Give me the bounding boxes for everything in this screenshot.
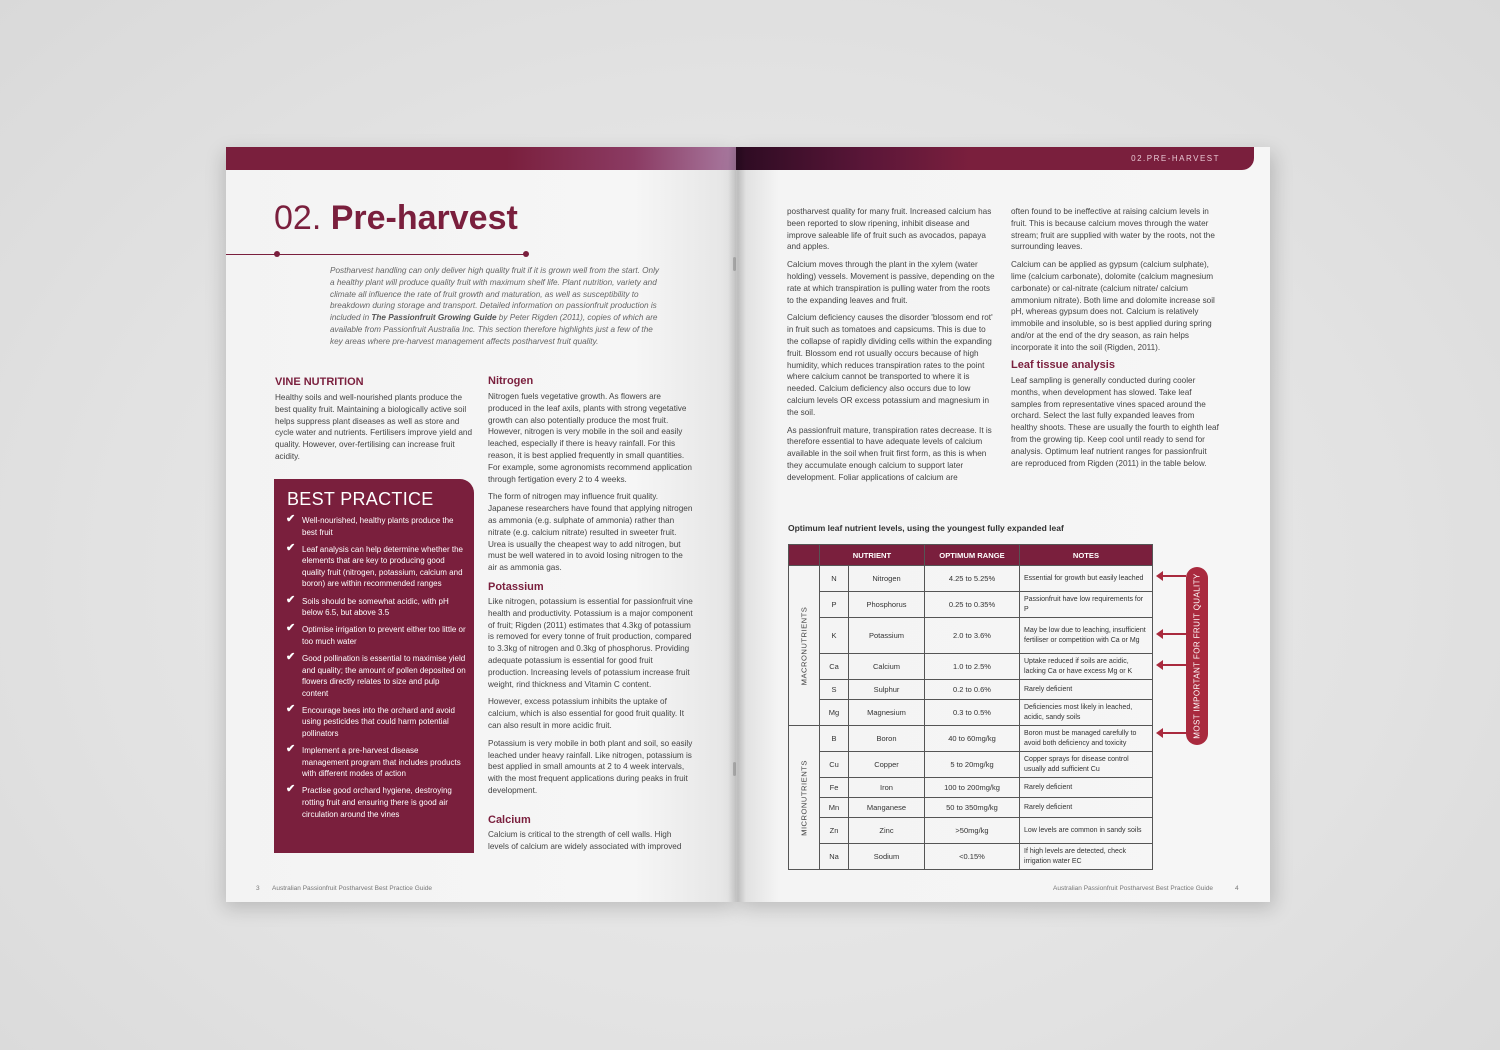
header-blank: [789, 545, 820, 566]
cell-range: 40 to 60mg/kg: [925, 726, 1020, 752]
paragraph: Potassium is very mobile in both plant and soil, so easily leached under heavy rainfall. Like nitrogen, potassium is best applied in small amounts at 2 to 4 week intervals, with the most frequent applications during peaks in fruit development.: [488, 738, 693, 795]
cell-name: Sulphur: [849, 680, 925, 700]
group-label-text: MICRONUTRIENTS: [799, 759, 809, 836]
left-page: [226, 147, 736, 902]
list-item-text: Implement a pre-harvest disease management program that includes products with different modes of action: [302, 746, 461, 779]
list-item: [286, 541, 466, 590]
cell-range: 1.0 to 2.5%: [925, 654, 1020, 680]
table-row: [789, 700, 1153, 726]
table-row: [789, 618, 1153, 654]
list-item: [286, 515, 466, 538]
best-practice-list: [286, 515, 466, 826]
callout-pill: [1186, 567, 1208, 745]
callout-arrow: [1162, 575, 1186, 577]
check-icon: ✔: [286, 622, 296, 635]
cell-symbol: S: [820, 680, 849, 700]
table-row: [789, 654, 1153, 680]
callout-arrow: [1162, 633, 1186, 635]
book-spine-shadow: [728, 147, 746, 902]
callout-arrow: [1162, 664, 1186, 666]
paragraph: Leaf sampling is generally conducted during cooler months, when development has slowed. Take leaf samples from representative vines spaced around the orchard. Select the last fully expanded leaves from healthy shoots. These are usually the fourth to eighth leaf from the growing tip. Keep cool until ready to send for analysis. Optimum leaf nutrient ranges for passionfruit are reproduced from Rigden (2011) in the table below.: [1011, 376, 1219, 468]
cell-note: Deficiencies most likely in leached, acidic, sandy soils: [1020, 700, 1153, 726]
table-row: [789, 844, 1153, 870]
table-row: [789, 680, 1153, 700]
cell-name: Nitrogen: [849, 566, 925, 592]
list-item: [286, 745, 466, 780]
list-item-text: Good pollination is essential to maximise yield and quality; the amount of pollen deposited on flowers directly relates to size and pulp content: [302, 653, 466, 698]
check-icon: ✔: [286, 541, 296, 554]
calcium-text: [488, 829, 694, 859]
table-row: [789, 726, 1153, 752]
cell-symbol: Fe: [820, 778, 849, 798]
cell-symbol: Na: [820, 844, 849, 870]
header-bar-left: [226, 147, 736, 170]
cell-symbol: Ca: [820, 654, 849, 680]
paragraph: Healthy soils and well-nourished plants produce the best quality fruit. Maintaining a biologically active soil helps suppress plant diseases as well as store and cycle water and nutrients. Fertilisers improve yield and quality. However, over-fertilising can increase fruit acidity.: [275, 393, 473, 461]
group-label-macro: [789, 566, 820, 726]
nitrogen-heading: Nitrogen: [488, 375, 534, 387]
cell-name: Potassium: [849, 618, 925, 654]
calcium-heading: Calcium: [488, 814, 531, 826]
check-icon: ✔: [286, 702, 296, 715]
table-row: [789, 592, 1153, 618]
cell-symbol: Mg: [820, 700, 849, 726]
callout-arrow: [1162, 732, 1186, 734]
list-item: [286, 624, 466, 647]
cell-note: Rarely deficient: [1020, 680, 1153, 700]
section-number: 02.: [274, 199, 322, 237]
vine-nutrition-text: [275, 392, 475, 469]
cell-name: Zinc: [849, 818, 925, 844]
cell-note: Passionfruit have low requirements for P: [1020, 592, 1153, 618]
footer-title: Australian Passionfruit Postharvest Best Practice Guide: [272, 885, 433, 892]
footer-page-number: 3: [256, 885, 260, 892]
cell-note: Rarely deficient: [1020, 798, 1153, 818]
paragraph: As passionfruit mature, transpiration rates decrease. It is therefore essential to have adequate levels of calcium available in the soil when fruit first form, as this is when they accumulate enough calcium to support later development. Foliar applications of calcium are: [787, 425, 992, 482]
cell-note: Copper sprays for disease control usually add sufficient Cu: [1020, 752, 1153, 778]
paragraph: Nitrogen fuels vegetative growth. As flowers are produced in the leaf axils, plants with strong vegetative growth can also potentially produce the most fruit. However, nitrogen is very mobile in the soil and easily leached, especially if there is heavy rainfall. For this reason, it is best applied frequently in small quantities. For example, some agronomists recommend application through fertigation every 2 to 4 weeks.: [488, 392, 692, 484]
table-row: [789, 818, 1153, 844]
header-notes: NOTES: [1020, 545, 1153, 566]
cell-note: Rarely deficient: [1020, 778, 1153, 798]
footer-title: Australian Passionfruit Postharvest Best Practice Guide: [1053, 885, 1214, 892]
section-title: Pre-harvest: [330, 199, 518, 237]
table-row: [789, 752, 1153, 778]
cell-name: Magnesium: [849, 700, 925, 726]
list-item-text: Well-nourished, healthy plants produce the best fruit: [302, 516, 454, 537]
cell-name: Boron: [849, 726, 925, 752]
check-icon: ✔: [286, 593, 296, 606]
right-column-1: [787, 206, 997, 490]
best-practice-box: [274, 479, 474, 853]
cell-note: Uptake reduced if soils are acidic, lacking Ca or have excess Mg or K: [1020, 654, 1153, 680]
rule-dot: [523, 251, 529, 257]
right-page: [736, 147, 1270, 902]
paragraph: Calcium is critical to the strength of cell walls. High levels of calcium are widely associated with improved: [488, 830, 682, 851]
footer-page-number: 4: [1235, 885, 1239, 892]
intro-paragraph: [330, 265, 665, 348]
page-title: [274, 199, 518, 238]
header-range: OPTIMUM RANGE: [925, 545, 1020, 566]
header-nutrient: NUTRIENT: [820, 545, 925, 566]
list-item-text: Leaf analysis can help determine whether the elements that are key to producing good quality fruit (nitrogen, potassium, calcium and boron) are within recommended ranges: [302, 544, 463, 589]
table-row: [789, 778, 1153, 798]
list-item: [286, 785, 466, 820]
cell-range: 4.25 to 5.25%: [925, 566, 1020, 592]
check-icon: ✔: [286, 513, 296, 525]
cell-symbol: K: [820, 618, 849, 654]
group-label-micro: [789, 726, 820, 870]
cell-range: 100 to 200mg/kg: [925, 778, 1020, 798]
list-item-text: Practise good orchard hygiene, destroying rotting fruit and ensuring there is good air circulation around the vines: [302, 786, 452, 819]
leaf-tissue-heading: Leaf tissue analysis: [1011, 359, 1115, 371]
paragraph: often found to be ineffective at raising calcium levels in fruit. This is because calcium moves through the water stream; fruit are supplied with water by the roots, not the surrounding leaves.: [1011, 207, 1215, 252]
header-bar-right: [736, 147, 1254, 170]
right-column-2: [1011, 206, 1219, 360]
check-icon: ✔: [286, 650, 296, 663]
paragraph: Calcium deficiency causes the disorder 'blossom end rot' in fruit such as tomatoes and capsicums. This is due to the collapse of rapidly dividing cells within the expanding fruit. Blossom end rot usually occurs because of high humidity, which reduces transpiration rates to the point where calcium cannot be transported to where it is needed. Calcium deficiency also occurs due to low calcium levels OR excess potassium and magnesium in the soil.: [787, 313, 993, 417]
rule-dot: [274, 251, 280, 257]
cell-symbol: Cu: [820, 752, 849, 778]
table-header-row: [789, 545, 1153, 566]
table-title: Optimum leaf nutrient levels, using the youngest fully expanded leaf: [788, 523, 1064, 533]
cell-name: Iron: [849, 778, 925, 798]
table-row: [789, 798, 1153, 818]
check-icon: ✔: [286, 783, 296, 796]
paragraph: Like nitrogen, potassium is essential for passionfruit vine health and productivity. Potassium is a major component of fruit; Rigden (2011) estimates that 4.3kg of potassium is removed for every tonne of fruit production, compared to 3.3kg of nitrogen and 0.3kg of phosphorus. Providing adequate potassium is essential for good fruit production. Increasing levels of potassium increase fruit weight, rind thickness and Vitamin C content.: [488, 597, 693, 689]
check-icon: ✔: [286, 743, 296, 756]
cell-symbol: Mn: [820, 798, 849, 818]
cell-symbol: N: [820, 566, 849, 592]
nutrient-table: [788, 544, 1153, 870]
cell-name: Copper: [849, 752, 925, 778]
cell-name: Phosphorus: [849, 592, 925, 618]
list-item: [286, 702, 466, 740]
cell-note: May be low due to leaching, insufficient fertiliser or competition with Ca or Mg: [1020, 618, 1153, 654]
cell-symbol: Zn: [820, 818, 849, 844]
cell-note: If high levels are detected, check irrigation water EC: [1020, 844, 1153, 870]
cell-range: 0.25 to 0.35%: [925, 592, 1020, 618]
cell-range: 0.2 to 0.6%: [925, 680, 1020, 700]
cell-range: <0.15%: [925, 844, 1020, 870]
cell-range: 50 to 350mg/kg: [925, 798, 1020, 818]
cell-range: 0.3 to 0.5%: [925, 700, 1020, 726]
cell-range: 5 to 20mg/kg: [925, 752, 1020, 778]
paragraph: The form of nitrogen may influence fruit quality. Japanese researchers have found that applying nitrogen as ammonia (e.g. sulphate of ammonia) rather than nitrate (e.g. calcium nitrate) resulted in sweeter fruit. Urea is usually the cheapest way to add nitrogen, but must be well watered in to avoid losing nitrogen to the air as ammonia gas.: [488, 492, 693, 573]
header-section-tag: 02.PRE-HARVEST: [1131, 154, 1220, 163]
cell-note: Essential for growth but easily leached: [1020, 566, 1153, 592]
cell-note: Boron must be managed carefully to avoid both deficiency and toxicity: [1020, 726, 1153, 752]
intro-text: by Peter Rigden (2011), copies of which are available from Passionfruit Australia Inc. This section therefore highlights just a few of the key areas where pre-harvest management affects postharvest fruit quality.: [330, 313, 658, 346]
cell-range: >50mg/kg: [925, 818, 1020, 844]
paragraph: However, excess potassium inhibits the uptake of calcium, which is also essential for good fruit quality. It can also result in more acidic fruit.: [488, 697, 684, 730]
nitrogen-text: [488, 391, 694, 580]
group-label-text: MACRONUTRIENTS: [799, 606, 809, 685]
cell-symbol: B: [820, 726, 849, 752]
list-item: [286, 650, 466, 699]
intro-book-title: The Passionfruit Growing Guide: [371, 313, 497, 323]
best-practice-heading: BEST PRACTICE: [287, 489, 434, 509]
cell-name: Manganese: [849, 798, 925, 818]
cell-name: Calcium: [849, 654, 925, 680]
title-rule: [226, 254, 526, 255]
callout-text: MOST IMPORTANT FOR FRUIT QUALITY: [1192, 573, 1202, 739]
potassium-text: [488, 596, 694, 803]
cell-symbol: P: [820, 592, 849, 618]
paragraph: Calcium can be applied as gypsum (calcium sulphate), lime (calcium carbonate), dolomite (calcium magnesium carbonate) or cal-nitrate (calcium nitrate/ calcium ammonium nitrate). Both lime and dolomite increase soil pH, whereas gypsum does not. Calcium is relatively immobile and insoluble, so is best applied during spring and/or at the end of the dry season, as rain helps incorporate it into the soil (Rigden, 2011).: [1011, 260, 1215, 352]
paragraph: Calcium moves through the plant in the xylem (water holding) vessels. Movement is passive, depending on the rate at which transpiration is pulling water from the roots to the expanding leaves and fruit.: [787, 260, 995, 305]
table-row: [789, 566, 1153, 592]
cell-name: Sodium: [849, 844, 925, 870]
list-item: [286, 593, 466, 619]
potassium-heading: Potassium: [488, 581, 544, 593]
intro-text: Postharvest handling can only deliver high quality fruit if it is grown well from the start. Only a healthy plant will produce quality fruit with maximum shelf life. Plant nutrition, variety and climate all influence the rate of fruit growth and maturation, as well as susceptibility to breakdown during storage and transport. Detailed information on passionfruit production is included in: [330, 266, 660, 323]
vine-nutrition-heading: VINE NUTRITION: [275, 376, 364, 388]
leaf-tissue-text: [1011, 375, 1219, 475]
paragraph: postharvest quality for many fruit. Increased calcium has been reported to slow ripening, inhibit disease and improve saleable life of fruit such as avocados, papaya and apples.: [787, 207, 992, 252]
cell-range: 2.0 to 3.6%: [925, 618, 1020, 654]
list-item-text: Optimise irrigation to prevent either too little or too much water: [302, 625, 466, 646]
list-item-text: Encourage bees into the orchard and avoid using pesticides that could harm potential pollinators: [302, 705, 455, 738]
list-item-text: Soils should be somewhat acidic, with pH below 6.5, but above 3.5: [302, 596, 449, 618]
cell-note: Low levels are common in sandy soils: [1020, 818, 1153, 844]
